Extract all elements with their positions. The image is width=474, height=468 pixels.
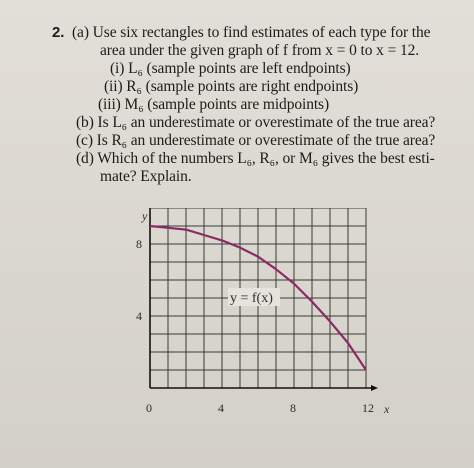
problem-line-b: (b) Is L₆ an underestimate or overestimate of the true area? <box>76 114 436 131</box>
problem-line-ai: (i) L₆ (sample points are left endpoints) <box>110 60 351 77</box>
x-tick-label: 0 <box>146 401 152 415</box>
x-tick-label: 4 <box>218 401 224 415</box>
problem-line-a: (a) Use six rectangles to find estimates of each type for the <box>72 24 431 41</box>
problem-line-d-cont: mate? Explain. <box>100 168 192 185</box>
curve-label: y = f(x) <box>230 291 273 306</box>
problem-line-d: (d) Which of the numbers L₆, R₆, or M₆ gives the best esti- <box>76 150 435 167</box>
x-axis-arrow <box>371 385 378 391</box>
y-axis-label: y <box>142 209 148 223</box>
y-tick-label: 4 <box>136 309 142 323</box>
function-graph <box>130 208 400 428</box>
problem-line-c: (c) Is R₆ an underestimate or overestimate of the true area? <box>76 132 436 149</box>
x-tick-label: 12 <box>362 401 374 415</box>
problem-line-aiii: (iii) M₆ (sample points are midpoints) <box>98 96 330 113</box>
y-tick-label: 8 <box>136 237 142 251</box>
problem-line-aii: (ii) R₆ (sample points are right endpoints) <box>104 78 359 95</box>
x-tick-label: 8 <box>290 401 296 415</box>
problem-number: 2. <box>52 24 65 41</box>
x-axis-label: x <box>384 402 390 416</box>
problem-line-a-cont: area under the given graph of f from x = 0 to x = 12. <box>100 42 420 59</box>
